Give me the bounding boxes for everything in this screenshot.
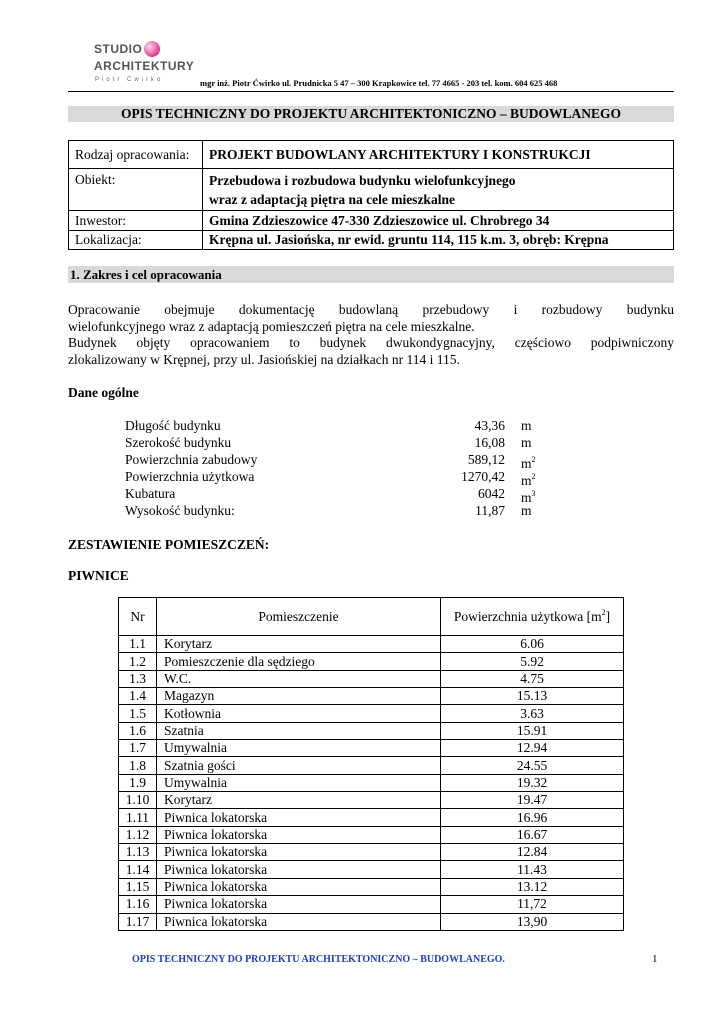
table-row <box>119 861 624 878</box>
info-row-object <box>69 169 674 211</box>
room-name: Pomieszczenie dla sędziego <box>157 653 441 670</box>
general-row-volume <box>125 485 545 505</box>
rooms-header-row <box>119 598 624 636</box>
general-unit: m <box>521 435 532 450</box>
general-unit: $m^3$ <box>521 489 536 505</box>
room-area: 6.06 <box>441 636 624 653</box>
table-row <box>119 878 624 895</box>
general-label: Powierzchnia użytkowa <box>125 469 255 484</box>
room-name: Szatnia gości <box>157 757 441 774</box>
table-row <box>119 792 624 809</box>
general-unit: $m^2$ <box>521 455 536 471</box>
logo-author: Piotr Ćwirko <box>95 77 164 83</box>
header-nr: Nr <box>119 598 157 636</box>
room-area: 3.63 <box>441 705 624 722</box>
info-row-type <box>69 141 674 169</box>
paragraph-scope <box>68 301 674 335</box>
room-area: 11.43 <box>441 861 624 878</box>
general-label: Wysokość budynku: <box>125 503 235 518</box>
general-unit: $m^2$ <box>521 472 536 488</box>
room-name: Korytarz <box>157 792 441 809</box>
rooms-heading: ZESTAWIENIE POMIESZCZEŃ: <box>68 537 270 552</box>
room-area: 15.13 <box>441 688 624 705</box>
table-row <box>119 670 624 687</box>
general-row-usable-area <box>125 468 545 488</box>
room-nr: 1.3 <box>119 670 157 687</box>
info-key: Lokalizacja: <box>69 231 203 250</box>
table-row <box>119 740 624 757</box>
paragraph-line: wielofunkcyjnego wraz z adaptacją pomieszczeń piętra na cele mieszkalne. <box>68 319 475 334</box>
table-row <box>119 809 624 826</box>
document-title: OPIS TECHNICZNY DO PROJEKTU ARCHITEKTONICZNO – BUDOWLANEGO <box>68 106 674 122</box>
room-name: Piwnica lokatorska <box>157 896 441 913</box>
general-row-built-area <box>125 451 545 471</box>
header-contact: mgr inż. Piotr Ćwirko ul. Prudnicka 5 47 – 300 Krapkowice tel. 77 4665 - 203 tel. kom. 604 625 468 <box>200 78 558 88</box>
room-name: Piwnica lokatorska <box>157 844 441 861</box>
general-data-heading: Dane ogólne <box>68 385 139 400</box>
room-area: 5.92 <box>441 653 624 670</box>
room-nr: 1.1 <box>119 636 157 653</box>
room-nr: 1.17 <box>119 913 157 930</box>
room-nr: 1.16 <box>119 896 157 913</box>
room-nr: 1.5 <box>119 705 157 722</box>
room-area: 13.12 <box>441 878 624 895</box>
logo-line-studio: STUDIO <box>94 42 143 56</box>
info-value <box>203 169 674 211</box>
general-label: Szerokość budynku <box>125 435 232 450</box>
info-value: Krępna ul. Jasiońska, nr ewid. gruntu 114, 115 k.m. 3, obręb: Krępna <box>203 231 674 250</box>
room-nr: 1.8 <box>119 757 157 774</box>
table-row <box>119 913 624 930</box>
info-row-location <box>69 231 674 250</box>
studio-logo <box>86 40 196 90</box>
table-row <box>119 826 624 843</box>
general-unit: m <box>521 418 532 433</box>
general-label: Długość budynku <box>125 418 221 433</box>
room-area: 19.47 <box>441 792 624 809</box>
logo-line-architektury: ARCHITEKTURY <box>94 59 195 73</box>
room-name: Piwnica lokatorska <box>157 913 441 930</box>
room-area: 24.55 <box>441 757 624 774</box>
general-value: 16,08 <box>474 435 505 450</box>
room-nr: 1.9 <box>119 774 157 791</box>
section-heading: 1. Zakres i cel opracowania <box>68 266 674 283</box>
room-name: Kotłownia <box>157 705 441 722</box>
room-area: 16.67 <box>441 826 624 843</box>
room-nr: 1.12 <box>119 826 157 843</box>
paragraph-building <box>68 334 674 368</box>
table-row <box>119 844 624 861</box>
table-row <box>119 896 624 913</box>
room-nr: 1.14 <box>119 861 157 878</box>
room-nr: 1.15 <box>119 878 157 895</box>
general-row-height <box>125 502 545 519</box>
table-row <box>119 705 624 722</box>
room-nr: 1.2 <box>119 653 157 670</box>
room-name: Umywalnia <box>157 774 441 791</box>
room-nr: 1.4 <box>119 688 157 705</box>
info-key: Rodzaj opracowania: <box>69 141 203 169</box>
general-row-length <box>125 417 545 434</box>
rooms-table <box>118 597 624 931</box>
info-value-line: wraz z adaptacją piętra na cele mieszkalne <box>209 192 455 207</box>
logo-ball-icon <box>144 41 160 57</box>
general-label: Kubatura <box>125 486 176 501</box>
room-name: Piwnica lokatorska <box>157 861 441 878</box>
info-value: Gmina Zdzieszowice 47-330 Zdzieszowice ul. Chrobrego 34 <box>203 211 674 231</box>
room-name: Piwnica lokatorska <box>157 826 441 843</box>
paragraph-line: Budynek objęty opracowaniem to budynek dwukondygnacyjny, częściowo podpiwniczony <box>68 335 674 350</box>
table-row <box>119 774 624 791</box>
general-unit: m <box>521 503 532 518</box>
info-row-investor <box>69 211 674 231</box>
page-footer: OPIS TECHNICZNY DO PROJEKTU ARCHITEKTONICZNO – BUDOWLANEGO. <box>132 954 505 965</box>
room-area: 4.75 <box>441 670 624 687</box>
room-name: Szatnia <box>157 722 441 739</box>
room-nr: 1.11 <box>119 809 157 826</box>
room-name: Magazyn <box>157 688 441 705</box>
room-area: 13,90 <box>441 913 624 930</box>
info-value-line: Przebudowa i rozbudowa budynku wielofunkcyjnego <box>209 173 516 188</box>
header-divider <box>68 91 674 92</box>
general-value: 589,12 <box>467 452 505 467</box>
room-area: 12.84 <box>441 844 624 861</box>
table-row <box>119 636 624 653</box>
table-row <box>119 722 624 739</box>
general-row-width <box>125 434 545 451</box>
room-area: 19.32 <box>441 774 624 791</box>
info-value: PROJEKT BUDOWLANY ARCHITEKTURY I KONSTRUKCJI <box>203 141 674 169</box>
room-name: Umywalnia <box>157 740 441 757</box>
project-info-table <box>68 140 674 250</box>
header-room: Pomieszczenie <box>157 598 441 636</box>
general-value: 1270,42 <box>461 469 505 484</box>
room-nr: 1.7 <box>119 740 157 757</box>
header-area: Powierzchnia użytkowa $[m^2]$ <box>441 598 624 636</box>
paragraph-line: Opracowanie obejmuje dokumentację budowlaną przebudowy i rozbudowy budynku <box>68 302 674 317</box>
general-value: 11,87 <box>475 503 505 518</box>
room-name: Korytarz <box>157 636 441 653</box>
table-row <box>119 688 624 705</box>
room-area: 16.96 <box>441 809 624 826</box>
table-row <box>119 653 624 670</box>
room-name: Piwnica lokatorska <box>157 878 441 895</box>
basement-heading: PIWNICE <box>68 568 129 583</box>
info-key: Inwestor: <box>69 211 203 231</box>
general-value: 43,36 <box>474 418 505 433</box>
room-area: 12.94 <box>441 740 624 757</box>
general-value: 6042 <box>478 486 505 501</box>
table-row <box>119 757 624 774</box>
room-area: 15.91 <box>441 722 624 739</box>
paragraph-line: zlokalizowany w Krępnej, przy ul. Jasiońskiej na działkach nr 114 i 115. <box>68 352 460 367</box>
room-name: W.C. <box>157 670 441 687</box>
room-area: 11,72 <box>441 896 624 913</box>
info-key: Obiekt: <box>69 169 203 211</box>
page-number: 1 <box>652 953 658 965</box>
room-nr: 1.13 <box>119 844 157 861</box>
room-name: Piwnica lokatorska <box>157 809 441 826</box>
room-nr: 1.10 <box>119 792 157 809</box>
room-nr: 1.6 <box>119 722 157 739</box>
general-label: Powierzchnia zabudowy <box>125 452 258 467</box>
